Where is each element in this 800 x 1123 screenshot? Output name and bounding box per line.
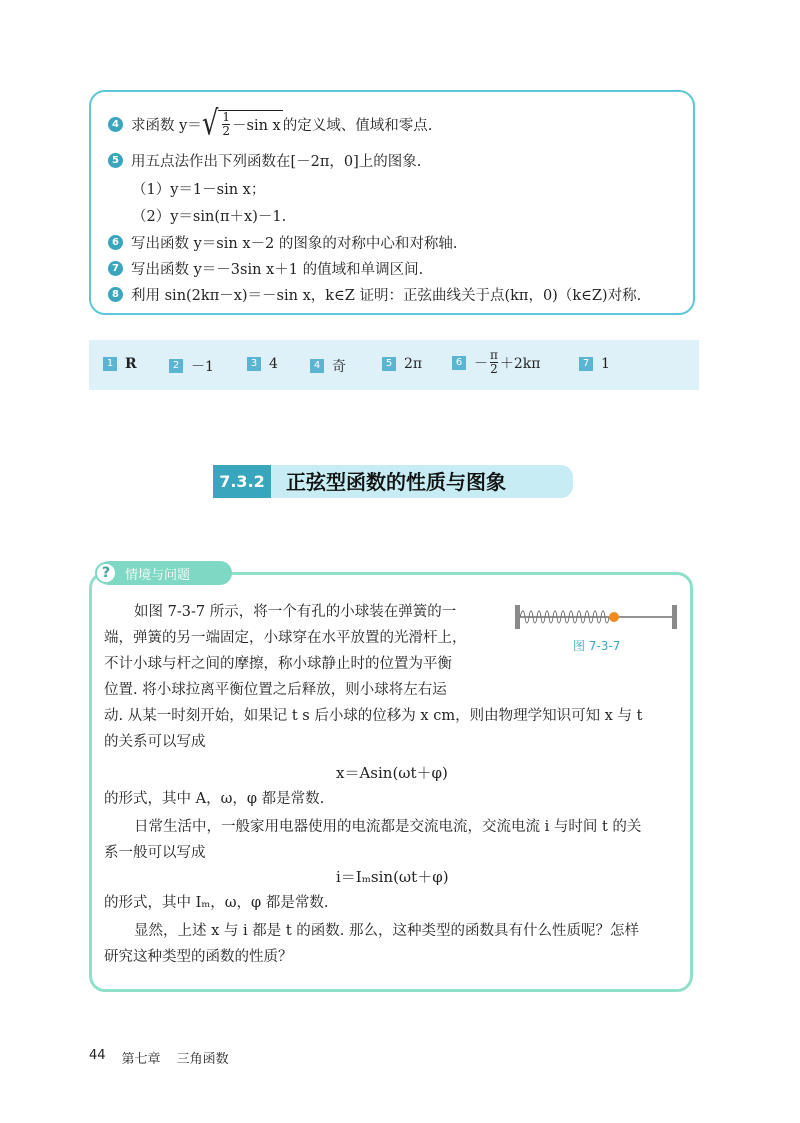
answer-number: 6 <box>452 356 466 370</box>
exercise-5-part-2: （2）y＝sin(π＋x)－1. <box>132 209 287 225</box>
paragraph-line: 位置. 将小球拉离平衡位置之后释放，则小球将左右运 <box>104 682 447 698</box>
paragraph-line: 的关系可以写成 <box>104 734 206 750</box>
figure-caption: 图 7-3-7 <box>573 639 621 653</box>
answer-item <box>247 356 278 372</box>
answer-item <box>452 349 540 376</box>
answers-strip <box>89 340 699 390</box>
exercise-8 <box>108 284 641 305</box>
fraction-numerator: 1 <box>222 110 231 124</box>
fraction <box>222 111 230 138</box>
paragraph-line: 研究这种类型的函数的性质？ <box>104 949 293 965</box>
exercise-5 <box>108 150 421 171</box>
exercise-text: 写出函数 y＝－3sin x＋1 的值域和单调区间. <box>131 262 424 278</box>
chapter-title: 三角函数 <box>176 1052 229 1067</box>
answer-item <box>103 356 137 372</box>
left-wall <box>515 605 520 629</box>
chapter-label: 第七章 <box>121 1052 161 1067</box>
answer-suffix: ＋2kπ <box>499 355 541 372</box>
paragraph-line: 的形式，其中 Iₘ，ω，φ 都是常数. <box>104 895 329 911</box>
paragraph-line: 动. 从某一时刻开始，如果记 t s 后小球的位移为 x cm，则由物理学知识可知 x 与 t <box>104 708 643 724</box>
exercise-number: 8 <box>108 287 123 302</box>
fraction-denominator: 2 <box>222 124 231 138</box>
page-footer <box>89 1048 229 1067</box>
paragraph-line: 如图 7-3-7 所示，将一个有孔的小球装在弹簧的一 <box>134 604 457 620</box>
answer-number: 2 <box>169 359 183 373</box>
exercise-text: 用五点法作出下列函数在[－2π，0]上的图象. <box>131 154 422 170</box>
paragraph-line: 系一般可以写成 <box>104 845 206 861</box>
exercise-number: 6 <box>108 235 123 250</box>
answer-number: 1 <box>103 357 117 371</box>
exercise-number: 4 <box>108 117 123 132</box>
fraction <box>490 349 498 376</box>
radical-sign: √ <box>201 104 219 144</box>
paragraph-line: 日常生活中，一般家用电器使用的电流都是交流电流，交流电流 i 与时间 t 的关 <box>134 819 642 835</box>
exercise-4-suffix: 的定义域、值域和零点. <box>282 117 433 134</box>
answer-value: 2π <box>404 356 423 372</box>
paragraph-line: 端，弹簧的另一端固定，小球穿在水平放置的光滑杆上， <box>104 630 467 646</box>
answer-number: 4 <box>310 359 324 373</box>
ball <box>609 612 619 622</box>
equation-displacement: x＝Asin(ωt＋φ) <box>336 764 448 782</box>
answer-value: －1 <box>191 359 214 375</box>
answer-number: 7 <box>579 357 593 371</box>
spring-ball-figure <box>515 603 680 633</box>
section-title: 正弦型函数的性质与图象 <box>286 470 506 494</box>
right-wall <box>672 605 677 629</box>
paragraph-line: 不计小球与杆之间的摩擦，称小球静止时的位置为平衡 <box>104 656 452 672</box>
answer-value: 4 <box>269 356 278 372</box>
section-number: 7.3.2 <box>213 465 271 498</box>
answer-value: 1 <box>601 356 610 372</box>
answer-item <box>169 356 214 376</box>
exercise-4-prefix: 求函数 y＝ <box>131 117 202 134</box>
radicand-rest: －sin x <box>232 118 281 134</box>
answer-item <box>382 356 422 372</box>
answer-value: R <box>125 356 137 372</box>
exercise-4 <box>108 104 433 144</box>
exercise-text: 写出函数 y＝sin x－2 的图象的对称中心和对称轴. <box>131 236 458 252</box>
answer-item <box>579 356 610 372</box>
question-icon: ? <box>95 562 117 584</box>
page-number: 44 <box>89 1048 106 1063</box>
fraction-denominator: 2 <box>490 362 498 376</box>
fraction-numerator: π <box>490 348 498 362</box>
exercise-5-part-1: （1）y＝1－sin x； <box>132 182 266 198</box>
exercise-text: 利用 sin(2kπ－x)＝－sin x，k∈Z 证明：正弦曲线关于点(kπ，0)（k∈Z)对称. <box>131 288 642 304</box>
radicand <box>218 110 282 138</box>
paragraph-line: 的形式，其中 A，ω，φ 都是常数. <box>104 791 325 807</box>
answer-prefix: － <box>474 355 488 372</box>
answer-number: 5 <box>382 357 396 371</box>
exercise-6 <box>108 232 457 253</box>
situation-tab <box>97 561 232 585</box>
equation-current: i＝Iₘsin(ωt＋φ) <box>336 868 449 886</box>
answer-item <box>310 356 346 376</box>
situation-label: 情境与问题 <box>125 567 191 583</box>
answer-number: 3 <box>247 357 261 371</box>
sqrt-expression <box>201 104 283 144</box>
exercise-number: 5 <box>108 153 123 168</box>
exercise-number: 7 <box>108 261 123 276</box>
answer-value: 奇 <box>332 359 346 375</box>
exercise-7 <box>108 258 423 279</box>
paragraph-line: 显然，上述 x 与 i 都是 t 的函数. 那么，这种类型的函数具有什么性质呢？怎样 <box>134 923 640 939</box>
